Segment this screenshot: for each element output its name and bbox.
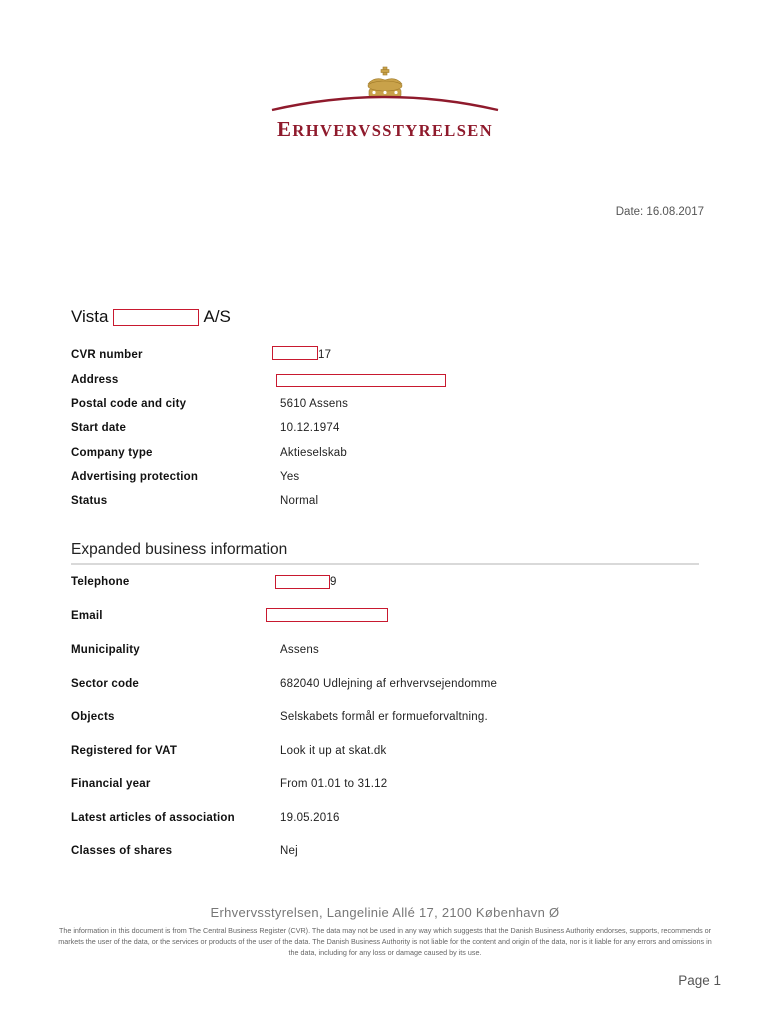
erhvervsstyrelsen-logo [262,62,508,142]
label-sector-code: Sector code [71,678,140,690]
value-company-type: Aktieselskab [280,447,347,459]
value-financial-year: From 01.01 to 31.12 [280,778,388,790]
label-latest-articles: Latest articles of association [71,812,235,824]
footer-disclaimer: The information in this document is from The Central Business Register (CVR). The data may not be used in any way which suggests that the Danish Business Authority endorses, supports, recommends or markets the user of the data, or the services or products of the user of the data. The Danish Business Authority is not liable for the content and origin of the data, nor is it liable for any errors and omissions in the data, including for any loss or damage caused by its use. [58,926,712,957]
value-registered-for-vat: Look it up at skat.dk [280,745,387,757]
label-company-type: Company type [71,447,153,459]
label-objects: Objects [71,711,115,723]
value-sector-code: 682040 Udlejning af erhvervsejendomme [280,678,498,690]
redaction-box [113,309,199,326]
section-title-expanded: Expanded business information [71,541,288,558]
crown-icon [262,62,508,122]
section-divider [71,563,699,565]
label-advertising-protection: Advertising protection [71,471,199,483]
label-municipality: Municipality [71,644,140,656]
redaction-box [276,374,446,387]
value-advertising-protection: Yes [280,471,300,483]
redaction-box [272,346,318,360]
value-objects: Selskabets formål er formueforvaltning. [280,711,488,723]
label-classes-of-shares: Classes of shares [71,845,173,857]
page-number: Page 1 [678,973,721,988]
label-email: Email [71,610,103,622]
label-address: Address [71,374,119,386]
value-telephone: 9 [330,576,337,588]
company-name [71,307,231,327]
value-latest-articles: 19.05.2016 [280,812,340,824]
company-name-prefix: Vista [71,307,109,326]
label-telephone: Telephone [71,576,130,588]
label-registered-for-vat: Registered for VAT [71,745,178,757]
value-postal-code: 5610 Assens [280,398,349,410]
value-classes-of-shares: Nej [280,845,298,857]
company-name-suffix: A/S [203,307,231,326]
label-cvr-number: CVR number [71,349,143,361]
label-financial-year: Financial year [71,778,151,790]
label-status: Status [71,495,108,507]
footer-address: Erhvervsstyrelsen, Langelinie Allé 17, 2100 København Ø [210,905,560,920]
label-start-date: Start date [71,422,127,434]
logo-wordmark: ERHVERVSSTYRELSEN [276,117,494,141]
document-date: Date: 16.08.2017 [615,206,704,218]
value-start-date: 10.12.1974 [280,422,340,434]
value-municipality: Assens [280,644,319,656]
redaction-box [266,608,388,622]
value-cvr-number: 17 [318,349,332,361]
label-postal-code: Postal code and city [71,398,187,410]
value-status: Normal [280,495,319,507]
redaction-box [275,575,330,589]
